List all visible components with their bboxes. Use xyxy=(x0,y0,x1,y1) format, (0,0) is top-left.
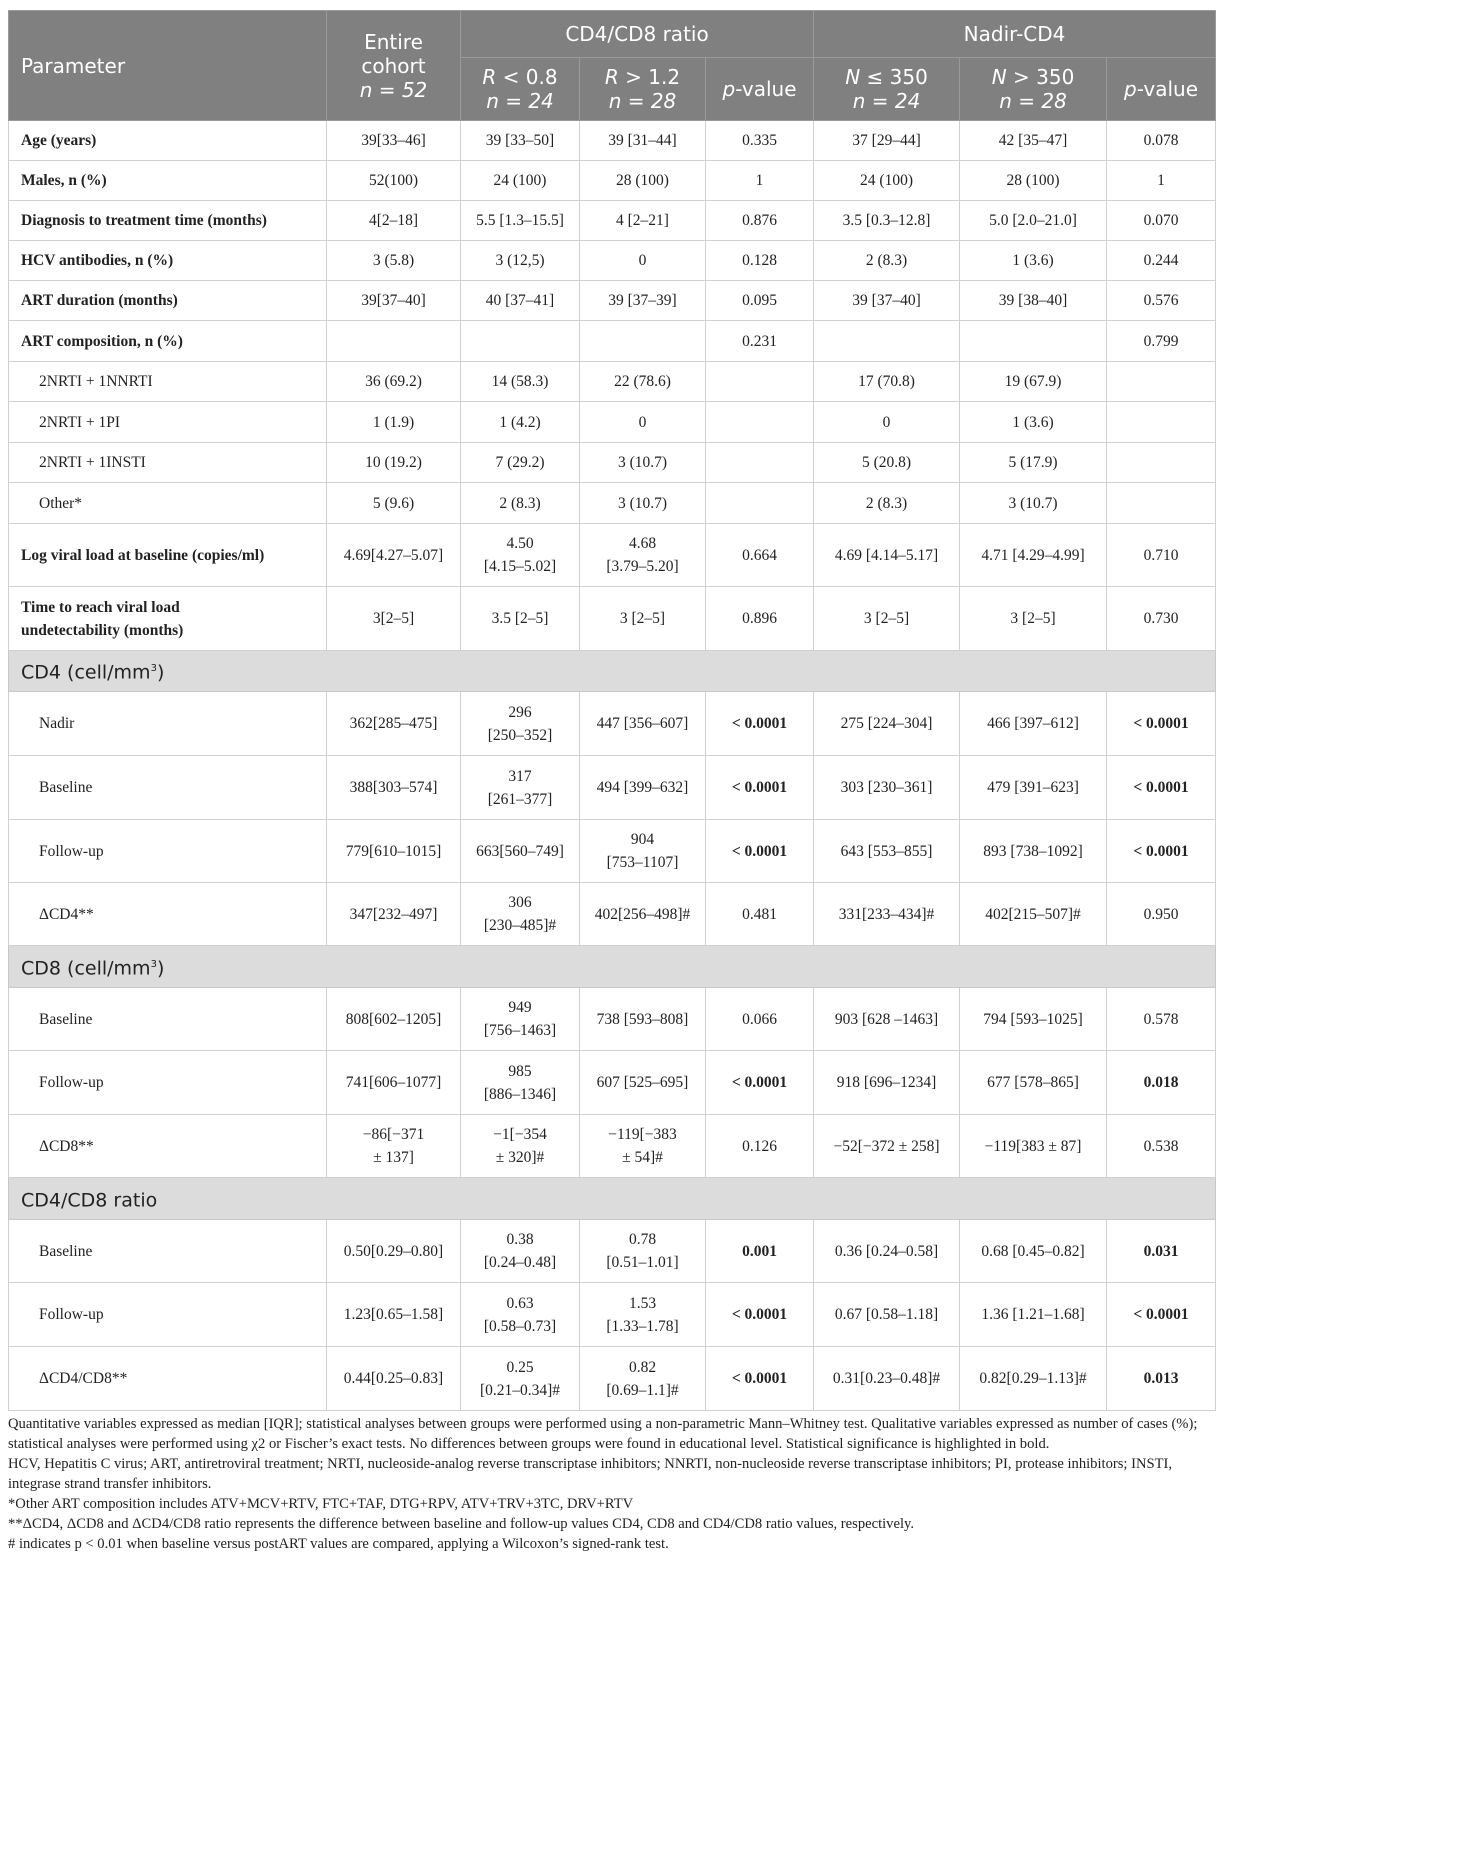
value-cell: 741[606–1077] xyxy=(327,1051,461,1115)
table-footnotes xyxy=(8,1414,1223,1554)
section-title: CD4/CD8 ratio xyxy=(9,1178,1216,1220)
value-cell: 28 (100) xyxy=(580,161,706,201)
footnote: # indicates p < 0.01 when baseline versus postART values are compared, applying a Wilcoxon’s signed-rank test. xyxy=(8,1536,669,1552)
p-value-cell: < 0.0001 xyxy=(706,756,814,820)
value-cell: 738 [593–808] xyxy=(580,988,706,1051)
table-row xyxy=(9,587,1216,651)
value-cell: 0 xyxy=(580,402,706,443)
table-row xyxy=(9,121,1216,161)
row-label: Log viral load at baseline (copies/ml) xyxy=(9,524,327,587)
p-value-cell: 0.126 xyxy=(706,1115,814,1178)
value-cell: 893 [738–1092] xyxy=(960,820,1107,883)
header-group-cd4cd8-ratio: CD4/CD8 ratio xyxy=(461,11,814,58)
value-cell: 275 [224–304] xyxy=(814,692,960,756)
value-cell xyxy=(960,321,1107,362)
header-parameter: Parameter xyxy=(9,11,327,121)
value-cell: 904 [753–1107] xyxy=(580,820,706,883)
value-cell: 24 (100) xyxy=(814,161,960,201)
row-label: Follow-up xyxy=(9,1283,327,1347)
header-group-nadir-cd4: Nadir-CD4 xyxy=(814,11,1216,58)
value-cell: 0.82[0.29–1.13]# xyxy=(960,1347,1107,1411)
value-cell: 2 (8.3) xyxy=(814,241,960,281)
table-row xyxy=(9,362,1216,402)
value-cell: 4[2–18] xyxy=(327,201,461,241)
value-cell: 1 (4.2) xyxy=(461,402,580,443)
value-cell: 306 [230–485]# xyxy=(461,883,580,946)
row-label: ART composition, n (%) xyxy=(9,321,327,362)
value-cell: 4.69 [4.14–5.17] xyxy=(814,524,960,587)
p-value-cell: < 0.0001 xyxy=(706,820,814,883)
value-cell: 10 (19.2) xyxy=(327,443,461,483)
p-value-cell: 0.128 xyxy=(706,241,814,281)
value-cell: 303 [230–361] xyxy=(814,756,960,820)
value-cell: 643 [553–855] xyxy=(814,820,960,883)
p-value-cell: 0.576 xyxy=(1107,281,1216,321)
table-row xyxy=(9,402,1216,443)
value-cell: 3 [2–5] xyxy=(960,587,1107,651)
value-cell: 331[233–434]# xyxy=(814,883,960,946)
value-cell: 0.82 [0.69–1.1]# xyxy=(580,1347,706,1411)
value-cell: 36 (69.2) xyxy=(327,362,461,402)
value-cell: 5 (20.8) xyxy=(814,443,960,483)
value-cell: 5 (17.9) xyxy=(960,443,1107,483)
value-cell: 39 [37–39] xyxy=(580,281,706,321)
value-cell: 663[560–749] xyxy=(461,820,580,883)
value-cell: −119[−383 ± 54]# xyxy=(580,1115,706,1178)
row-label: Diagnosis to treatment time (months) xyxy=(9,201,327,241)
table-row xyxy=(9,692,1216,756)
value-cell: 0.50[0.29–0.80] xyxy=(327,1220,461,1283)
value-cell: 3 (10.7) xyxy=(580,443,706,483)
row-label: ΔCD8** xyxy=(9,1115,327,1178)
row-label: 2NRTI + 1PI xyxy=(9,402,327,443)
value-cell: 1.53 [1.33–1.78] xyxy=(580,1283,706,1347)
value-cell: 362[285–475] xyxy=(327,692,461,756)
table-row xyxy=(9,524,1216,587)
p-value-cell: < 0.0001 xyxy=(706,1283,814,1347)
value-cell: 3 [2–5] xyxy=(580,587,706,651)
section-header xyxy=(9,651,1216,692)
p-value-cell: 0.481 xyxy=(706,883,814,946)
value-cell: 52(100) xyxy=(327,161,461,201)
value-cell: 1 (3.6) xyxy=(960,241,1107,281)
p-value-cell: 0.001 xyxy=(706,1220,814,1283)
value-cell xyxy=(814,321,960,362)
p-value-cell: < 0.0001 xyxy=(1107,692,1216,756)
value-cell: −52[−372 ± 258] xyxy=(814,1115,960,1178)
header-entire-cohort: Entire cohort n = 52 xyxy=(327,11,461,121)
p-value-cell xyxy=(706,483,814,524)
row-label: 2NRTI + 1INSTI xyxy=(9,443,327,483)
table-row xyxy=(9,241,1216,281)
value-cell: −86[−371 ± 137] xyxy=(327,1115,461,1178)
value-cell: 22 (78.6) xyxy=(580,362,706,402)
subheader-col-0: R < 0.8 n = 24 xyxy=(461,58,580,121)
value-cell: 447 [356–607] xyxy=(580,692,706,756)
value-cell: 0.25 [0.21–0.34]# xyxy=(461,1347,580,1411)
value-cell: 4 [2–21] xyxy=(580,201,706,241)
p-value-cell: < 0.0001 xyxy=(1107,820,1216,883)
value-cell: 3[2–5] xyxy=(327,587,461,651)
section-title: CD8 $(cell/mm^3)$ xyxy=(9,946,1216,988)
p-value-cell: 0.664 xyxy=(706,524,814,587)
p-value-cell: 0.078 xyxy=(1107,121,1216,161)
p-value-cell: 0.578 xyxy=(1107,988,1216,1051)
value-cell: −1[−354 ± 320]# xyxy=(461,1115,580,1178)
table-row xyxy=(9,1220,1216,1283)
value-cell: 28 (100) xyxy=(960,161,1107,201)
value-cell: 0.44[0.25–0.83] xyxy=(327,1347,461,1411)
value-cell: 5 (9.6) xyxy=(327,483,461,524)
p-value-cell: 0.799 xyxy=(1107,321,1216,362)
value-cell: 347[232–497] xyxy=(327,883,461,946)
p-value-cell: 0.231 xyxy=(706,321,814,362)
value-cell: 39 [31–44] xyxy=(580,121,706,161)
value-cell: 4.69[4.27–5.07] xyxy=(327,524,461,587)
value-cell: 2 (8.3) xyxy=(461,483,580,524)
table-row xyxy=(9,820,1216,883)
value-cell: 402[215–507]# xyxy=(960,883,1107,946)
value-cell: 677 [578–865] xyxy=(960,1051,1107,1115)
footnote: Quantitative variables expressed as median [IQR]; statistical analyses between groups were performed using a non-parametric Mann–Whitney test. Qualitative variables expressed as number of cases (%); statistical analyses were performed using χ2 or Fischer’s exact tests. No differences between groups were found in educational level. Statistical significance is highlighted in bold. xyxy=(8,1416,1198,1452)
value-cell: 3 (10.7) xyxy=(580,483,706,524)
row-label: Baseline xyxy=(9,756,327,820)
p-value-cell xyxy=(706,443,814,483)
value-cell: −119[383 ± 87] xyxy=(960,1115,1107,1178)
value-cell: 0.31[0.23–0.48]# xyxy=(814,1347,960,1411)
value-cell: 479 [391–623] xyxy=(960,756,1107,820)
value-cell: 39[37–40] xyxy=(327,281,461,321)
value-cell: 3 (10.7) xyxy=(960,483,1107,524)
value-cell: 388[303–574] xyxy=(327,756,461,820)
footnote: *Other ART composition includes ATV+MCV+RTV, FTC+TAF, DTG+RPV, ATV+TRV+3TC, DRV+RTV xyxy=(8,1496,634,1512)
value-cell: 37 [29–44] xyxy=(814,121,960,161)
results-table xyxy=(8,10,1216,1411)
value-cell: 0 xyxy=(580,241,706,281)
row-label: Males, n (%) xyxy=(9,161,327,201)
value-cell: 1 (3.6) xyxy=(960,402,1107,443)
value-cell: 7 (29.2) xyxy=(461,443,580,483)
table-row xyxy=(9,161,1216,201)
subheader-col-5: p-value xyxy=(1107,58,1216,121)
p-value-cell: < 0.0001 xyxy=(706,1347,814,1411)
table-row xyxy=(9,1115,1216,1178)
value-cell: 3 [2–5] xyxy=(814,587,960,651)
table-row xyxy=(9,1051,1216,1115)
row-label: Baseline xyxy=(9,988,327,1051)
value-cell: 779[610–1015] xyxy=(327,820,461,883)
value-cell: 14 (58.3) xyxy=(461,362,580,402)
value-cell: 0.68 [0.45–0.82] xyxy=(960,1220,1107,1283)
table-row xyxy=(9,1283,1216,1347)
p-value-cell xyxy=(706,402,814,443)
p-value-cell: 0.538 xyxy=(1107,1115,1216,1178)
value-cell: 19 (67.9) xyxy=(960,362,1107,402)
value-cell: 3.5 [0.3–12.8] xyxy=(814,201,960,241)
table-row xyxy=(9,988,1216,1051)
value-cell xyxy=(327,321,461,362)
value-cell: 5.0 [2.0–21.0] xyxy=(960,201,1107,241)
row-label: ART duration (months) xyxy=(9,281,327,321)
value-cell: 4.50 [4.15–5.02] xyxy=(461,524,580,587)
p-value-cell: 0.730 xyxy=(1107,587,1216,651)
value-cell: 1 (1.9) xyxy=(327,402,461,443)
value-cell xyxy=(580,321,706,362)
value-cell: 40 [37–41] xyxy=(461,281,580,321)
p-value-cell: 0.066 xyxy=(706,988,814,1051)
value-cell: 808[602–1205] xyxy=(327,988,461,1051)
row-label: Time to reach viral load undetectability (months) xyxy=(9,587,327,651)
row-label: Other* xyxy=(9,483,327,524)
table-row xyxy=(9,201,1216,241)
p-value-cell: 0.018 xyxy=(1107,1051,1216,1115)
section-header xyxy=(9,1178,1216,1220)
p-value-cell xyxy=(1107,443,1216,483)
p-value-cell: 0.070 xyxy=(1107,201,1216,241)
value-cell: 39[33–46] xyxy=(327,121,461,161)
value-cell: 794 [593–1025] xyxy=(960,988,1107,1051)
row-label: 2NRTI + 1NNRTI xyxy=(9,362,327,402)
p-value-cell: 0.013 xyxy=(1107,1347,1216,1411)
table-row xyxy=(9,483,1216,524)
value-cell: 918 [696–1234] xyxy=(814,1051,960,1115)
row-label: HCV antibodies, n (%) xyxy=(9,241,327,281)
value-cell: 42 [35–47] xyxy=(960,121,1107,161)
p-value-cell xyxy=(1107,362,1216,402)
row-label: ΔCD4** xyxy=(9,883,327,946)
p-value-cell: 1 xyxy=(1107,161,1216,201)
section-title: CD4 $(cell/mm^3)$ xyxy=(9,651,1216,692)
table-row xyxy=(9,883,1216,946)
p-value-cell: < 0.0001 xyxy=(706,692,814,756)
value-cell: 949 [756–1463] xyxy=(461,988,580,1051)
row-label: Follow-up xyxy=(9,1051,327,1115)
value-cell: 317 [261–377] xyxy=(461,756,580,820)
value-cell: 296 [250–352] xyxy=(461,692,580,756)
value-cell: 0.63 [0.58–0.73] xyxy=(461,1283,580,1347)
subheader-col-1: R > 1.2 n = 28 xyxy=(580,58,706,121)
value-cell: 1.36 [1.21–1.68] xyxy=(960,1283,1107,1347)
value-cell: 0 xyxy=(814,402,960,443)
p-value-cell xyxy=(1107,402,1216,443)
subheader-col-4: N > 350 n = 28 xyxy=(960,58,1107,121)
value-cell: 0.36 [0.24–0.58] xyxy=(814,1220,960,1283)
value-cell: 903 [628 –1463] xyxy=(814,988,960,1051)
value-cell: 39 [33–50] xyxy=(461,121,580,161)
row-label: Age (years) xyxy=(9,121,327,161)
row-label: Nadir xyxy=(9,692,327,756)
value-cell: 402[256–498]# xyxy=(580,883,706,946)
value-cell: 0.78 [0.51–1.01] xyxy=(580,1220,706,1283)
p-value-cell: 0.095 xyxy=(706,281,814,321)
row-label: Baseline xyxy=(9,1220,327,1283)
value-cell: 17 (70.8) xyxy=(814,362,960,402)
footnote: **ΔCD4, ΔCD8 and ΔCD4/CD8 ratio represents the difference between baseline and follow-up values CD4, CD8 and CD4/CD8 ratio values, respectively. xyxy=(8,1516,915,1532)
results-table-container xyxy=(8,10,1215,1411)
value-cell: 607 [525–695] xyxy=(580,1051,706,1115)
value-cell: 24 (100) xyxy=(461,161,580,201)
p-value-cell: 0.244 xyxy=(1107,241,1216,281)
value-cell: 494 [399–632] xyxy=(580,756,706,820)
table-row xyxy=(9,321,1216,362)
value-cell: 4.68 [3.79–5.20] xyxy=(580,524,706,587)
footnote: HCV, Hepatitis C virus; ART, antiretroviral treatment; NRTI, nucleoside-analog reverse transcriptase inhibitors; NNRTI, non-nucleoside reverse transcriptase inhibitors; PI, protease inhibitors; INSTI, integrase strand transfer inhibitors. xyxy=(8,1456,1173,1492)
value-cell xyxy=(461,321,580,362)
value-cell: 4.71 [4.29–4.99] xyxy=(960,524,1107,587)
table-row xyxy=(9,756,1216,820)
p-value-cell: 0.710 xyxy=(1107,524,1216,587)
value-cell: 3 (12,5) xyxy=(461,241,580,281)
p-value-cell: < 0.0001 xyxy=(1107,1283,1216,1347)
value-cell: 39 [37–40] xyxy=(814,281,960,321)
value-cell: 3 (5.8) xyxy=(327,241,461,281)
value-cell: 2 (8.3) xyxy=(814,483,960,524)
table-row xyxy=(9,1347,1216,1411)
subheader-col-2: p-value xyxy=(706,58,814,121)
p-value-cell: < 0.0001 xyxy=(706,1051,814,1115)
p-value-cell xyxy=(706,362,814,402)
value-cell: 5.5 [1.3–15.5] xyxy=(461,201,580,241)
subheader-col-3: N ≤ 350 n = 24 xyxy=(814,58,960,121)
value-cell: 466 [397–612] xyxy=(960,692,1107,756)
value-cell: 1.23[0.65–1.58] xyxy=(327,1283,461,1347)
p-value-cell: 1 xyxy=(706,161,814,201)
row-label: ΔCD4/CD8** xyxy=(9,1347,327,1411)
value-cell: 0.67 [0.58–1.18] xyxy=(814,1283,960,1347)
row-label: Follow-up xyxy=(9,820,327,883)
table-row xyxy=(9,443,1216,483)
p-value-cell xyxy=(1107,483,1216,524)
p-value-cell: 0.876 xyxy=(706,201,814,241)
p-value-cell: 0.031 xyxy=(1107,1220,1216,1283)
value-cell: 0.38 [0.24–0.48] xyxy=(461,1220,580,1283)
p-value-cell: < 0.0001 xyxy=(1107,756,1216,820)
p-value-cell: 0.335 xyxy=(706,121,814,161)
p-value-cell: 0.950 xyxy=(1107,883,1216,946)
value-cell: 39 [38–40] xyxy=(960,281,1107,321)
p-value-cell: 0.896 xyxy=(706,587,814,651)
table-row xyxy=(9,281,1216,321)
section-header xyxy=(9,946,1216,988)
value-cell: 3.5 [2–5] xyxy=(461,587,580,651)
value-cell: 985 [886–1346] xyxy=(461,1051,580,1115)
